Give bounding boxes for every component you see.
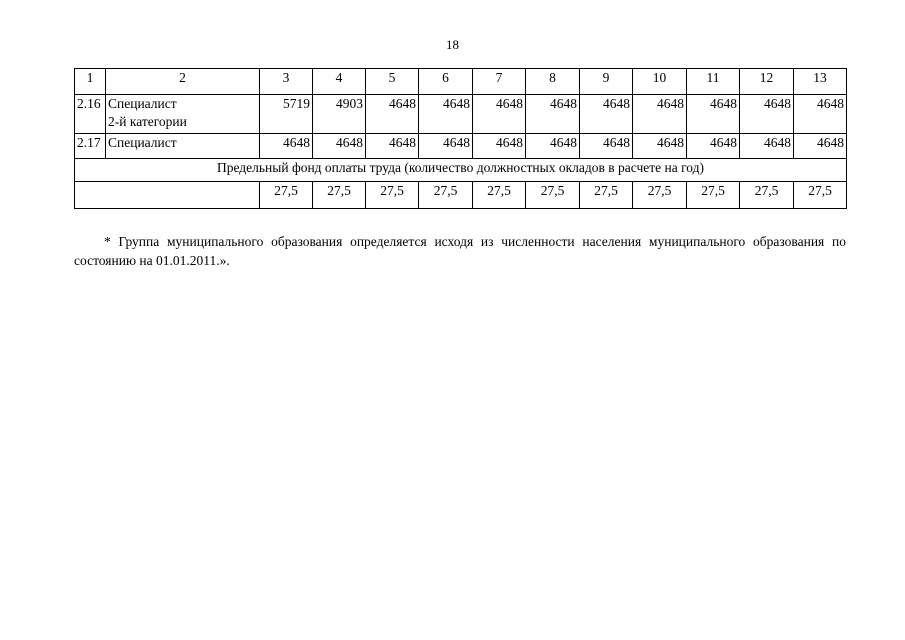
fund-values-row bbox=[75, 182, 847, 209]
value-cell: 4648 bbox=[419, 134, 473, 159]
value-cell: 4648 bbox=[633, 134, 687, 159]
fund-value-cell: 27,5 bbox=[366, 182, 419, 209]
header-cell: 1 bbox=[75, 69, 106, 95]
value-cell: 4648 bbox=[580, 95, 633, 134]
row-title bbox=[106, 95, 260, 134]
header-cell: 12 bbox=[740, 69, 794, 95]
table-row bbox=[75, 134, 847, 159]
value-cell: 4648 bbox=[687, 95, 740, 134]
value-cell: 4648 bbox=[794, 134, 847, 159]
value-cell: 4648 bbox=[526, 134, 580, 159]
row-title: Специалист bbox=[106, 134, 260, 159]
fund-value-cell: 27,5 bbox=[580, 182, 633, 209]
fund-value-cell: 27,5 bbox=[526, 182, 580, 209]
value-cell: 4648 bbox=[473, 134, 526, 159]
header-cell: 11 bbox=[687, 69, 740, 95]
value-cell: 4648 bbox=[419, 95, 473, 134]
header-cell: 4 bbox=[313, 69, 366, 95]
value-cell: 4648 bbox=[633, 95, 687, 134]
table-header-row bbox=[75, 69, 847, 95]
row-code: 2.17 bbox=[75, 134, 106, 159]
header-cell: 8 bbox=[526, 69, 580, 95]
value-cell: 4648 bbox=[313, 134, 366, 159]
fund-title: Предельный фонд оплаты труда (количество должностных окладов в расчете на год) bbox=[75, 159, 847, 182]
fund-value-cell: 27,5 bbox=[260, 182, 313, 209]
fund-value-cell: 27,5 bbox=[633, 182, 687, 209]
fund-value-cell: 27,5 bbox=[473, 182, 526, 209]
value-cell: 4648 bbox=[260, 134, 313, 159]
header-cell: 6 bbox=[419, 69, 473, 95]
value-cell: 4648 bbox=[740, 134, 794, 159]
value-cell: 4648 bbox=[526, 95, 580, 134]
header-cell: 13 bbox=[794, 69, 847, 95]
value-cell: 4648 bbox=[740, 95, 794, 134]
table-row bbox=[75, 95, 847, 134]
row-code: 2.16 bbox=[75, 95, 106, 134]
footnote: * Группа муниципального образования определяется исходя из численности населения муниципального образования по состоянию на 01.01.2011.». bbox=[74, 234, 846, 268]
header-cell: 5 bbox=[366, 69, 419, 95]
fund-title-row bbox=[75, 159, 847, 182]
header-cell: 2 bbox=[106, 69, 260, 95]
fund-value-cell: 27,5 bbox=[687, 182, 740, 209]
fund-value-cell: 27,5 bbox=[313, 182, 366, 209]
value-cell: 4648 bbox=[687, 134, 740, 159]
fund-value-cell: 27,5 bbox=[419, 182, 473, 209]
header-cell: 3 bbox=[260, 69, 313, 95]
fund-value-cell: 27,5 bbox=[794, 182, 847, 209]
value-cell: 4648 bbox=[366, 134, 419, 159]
value-cell: 4648 bbox=[580, 134, 633, 159]
row-title-line: Специалист bbox=[108, 96, 177, 111]
value-cell: 4903 bbox=[313, 95, 366, 134]
page-number: 18 bbox=[446, 37, 459, 52]
value-cell: 5719 bbox=[260, 95, 313, 134]
header-cell: 7 bbox=[473, 69, 526, 95]
header-cell: 9 bbox=[580, 69, 633, 95]
value-cell: 4648 bbox=[473, 95, 526, 134]
empty-cell bbox=[75, 182, 260, 209]
value-cell: 4648 bbox=[366, 95, 419, 134]
value-cell: 4648 bbox=[794, 95, 847, 134]
fund-value-cell: 27,5 bbox=[740, 182, 794, 209]
salary-table bbox=[74, 68, 847, 209]
header-cell: 10 bbox=[633, 69, 687, 95]
row-title-line: 2-й категории bbox=[108, 114, 187, 129]
